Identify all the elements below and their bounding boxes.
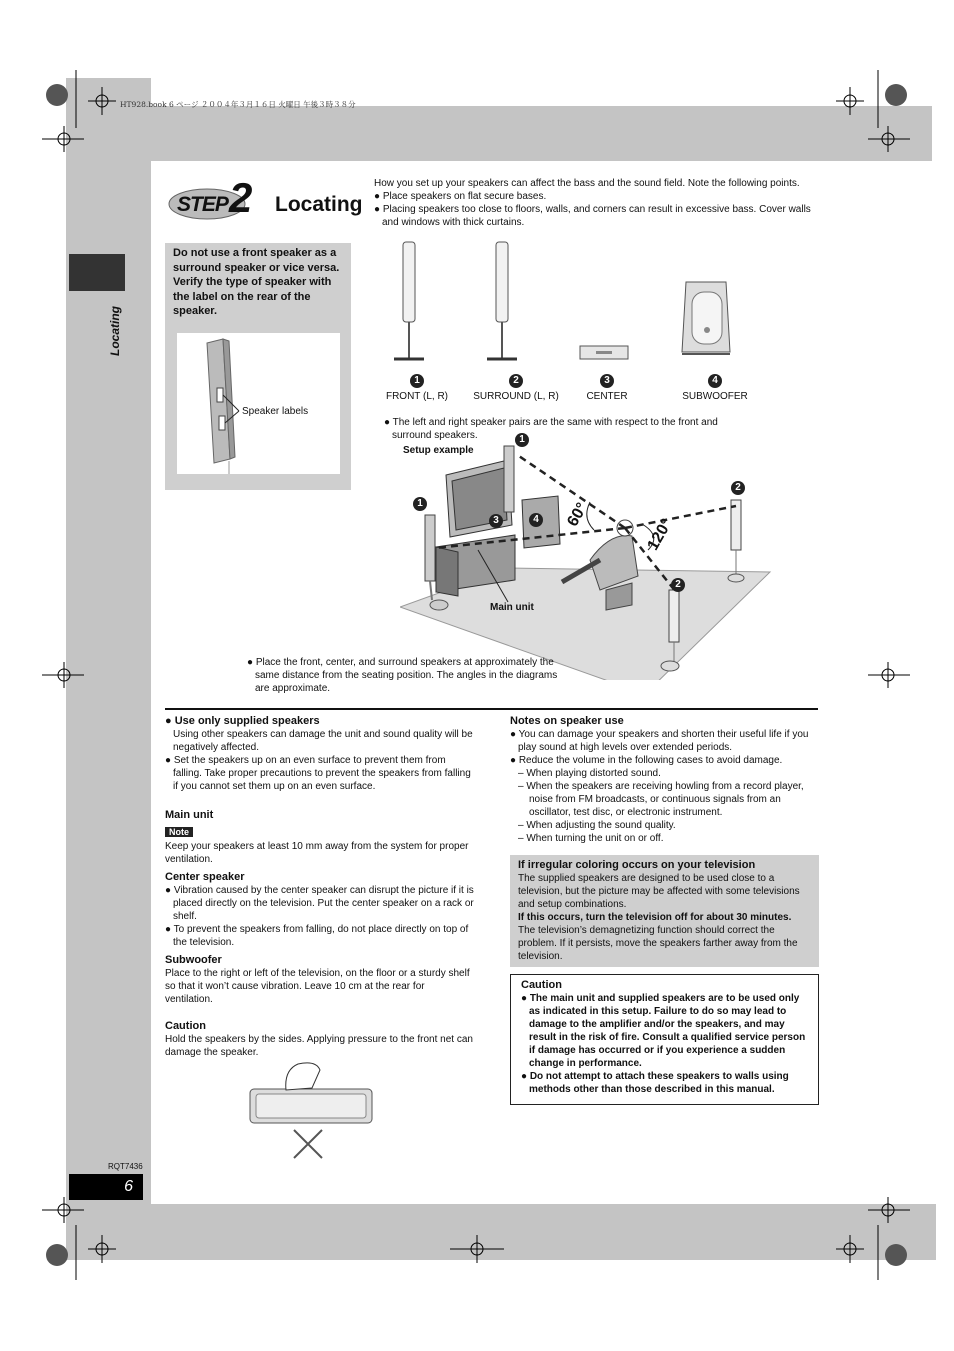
caution-bullet-1-text: The main unit and supplied speakers are to be used only as indicated in this setup. Failure to do so may lead to damage to the amplifier and/or the speakers, and may result in the risk of fire. Consult a qualified service person if damage has occurred or if you experience a sudden change in performance. [529, 993, 806, 1069]
notes-heading: Notes on speaker use [510, 715, 624, 727]
warning-text: Do not use a front speaker as a surround speaker or vice versa. Verify the type of speaker with the label on the rear of the speaker. [173, 247, 340, 318]
even-surface-text: Set the speakers up on an even surface to prevent them from falling. Take proper precautions to prevent the speakers from falling if you cannot set them up on an even surface. [173, 755, 471, 792]
intro-bullet-1: ● Place speakers on flat secure bases. [374, 191, 547, 202]
center-bullet-2-text: To prevent the speakers from falling, do not place directly on top of the television. [173, 924, 469, 948]
intro-bullet-1-text: Place speakers on flat secure bases. [382, 191, 547, 202]
speaker-label-front: FRONT (L, R) [385, 391, 449, 402]
right-caution-heading: Caution [521, 979, 562, 991]
notes-dash-4: – When turning the unit on or off. [518, 833, 664, 844]
pairs-note-text: The left and right speaker pairs are the same with respect to the front and surround speakers. [392, 417, 718, 441]
angle-120-label: 120° [644, 516, 676, 554]
speaker-item-surround [466, 370, 566, 402]
speaker-label-illustration [177, 333, 340, 474]
notes-bullet-2: ● Reduce the volume in the following cases to avoid damage. [510, 755, 783, 766]
caution-bullet-1: ● The main unit and supplied speakers are to be used only as indicated in this setup. Failure to do so may lead to damage to the amplifier and/or the speakers, and may result in the risk of fire. Consult a qualified service person if damage has occurred or if you experience a sudden change in performance. [521, 993, 806, 1069]
setup-title: Setup example [403, 445, 474, 456]
main-unit-heading: Main unit [165, 809, 214, 821]
center-heading: Center speaker [165, 871, 245, 883]
caution-bullet-2-text: Do not attempt to attach these speakers to walls using methods other than those described in this manual. [529, 1071, 789, 1095]
supplied-heading-text: Use only supplied speakers [174, 715, 320, 727]
even-surface-note: ● Set the speakers up on an even surface to prevent them from falling. Take proper precautions to prevent the speakers from falling if you cannot set them up on an even surface. [165, 755, 471, 792]
bottom-band [66, 1204, 936, 1260]
speaker-lineup [380, 238, 800, 368]
tv-text-1: The supplied speakers are designed to be used close to a television, but the picture may be affected with some televisions and setup combinations. [518, 873, 800, 910]
speaker-item-center [577, 370, 637, 402]
notes-dash-2-text: When the speakers are receiving howling from a record player, noise from FM broadcasts, or continuous signals from an oscillator, test disc, or electronic instrument. [526, 781, 804, 818]
surround-speaker-drawing [487, 242, 517, 359]
caution-box [510, 974, 819, 1105]
notes-dash-1-text: When playing distorted sound. [526, 768, 661, 779]
center-bullet-1: ● Vibration caused by the center speaker can disrupt the picture if it is placed directly on the television. Put the center speaker on a rack or shelf. [165, 885, 474, 922]
supplied-text: Using other speakers can damage the unit and sound quality will be negatively affected. [173, 729, 473, 753]
setup-number-3: 3 [489, 514, 503, 528]
speaker-rear-drawing [177, 333, 340, 474]
speaker-item-front [381, 370, 453, 402]
notes-dash-3-text: When adjusting the sound quality. [526, 820, 676, 831]
setup-number-4: 4 [529, 513, 543, 527]
left-caution-text: Hold the speakers by the sides. Applying pressure to the front net can damage the speaker. [165, 1034, 473, 1058]
tv-text-2: The television’s demagnetizing function should correct the problem. If it persists, move the speakers farther away from the television. [518, 925, 798, 962]
notes-bullet-1-text: You can damage your speakers and shorten their useful life if you play sound at high levels over extended periods. [518, 729, 809, 753]
right-column [510, 714, 818, 845]
page-number: 6 [69, 1174, 143, 1200]
setup-number-1-top: 1 [515, 433, 529, 447]
step-number: 2 [229, 174, 253, 221]
placement-note: ● Place the front, center, and surround speakers at approximately the same distance from the seating position. The angles in the diagrams are approximate. [247, 657, 558, 694]
main-unit-label: Main unit [490, 602, 534, 613]
intro-bullet-2-text: Placing speakers too close to floors, walls, and corners can result in excessive bass. Cover walls and windows with thick curtains. [382, 204, 811, 228]
warning-box [165, 243, 351, 490]
tv-coloring-box [510, 855, 819, 967]
setup-number-2-right: 2 [731, 481, 745, 495]
section-tab [69, 254, 125, 291]
subwoofer-text: Place to the right or left of the television, on the floor or a sturdy shelf so that it won’t cause vibration. Leave 10 cm at the rear for ventilation. [165, 968, 470, 1005]
supplied-heading: ● Use only supplied speakers [165, 715, 320, 727]
intro-block [374, 177, 824, 229]
speaker-label-center: CENTER [586, 391, 628, 402]
top-band [66, 106, 932, 161]
number-2-icon: 2 [509, 374, 523, 388]
speaker-label-surround: SURROUND (L, R) [473, 391, 559, 402]
subwoofer-drawing [682, 282, 730, 354]
notes-bullet-2-text: Reduce the volume in the following cases to avoid damage. [518, 755, 783, 766]
hold-speaker-illustration [246, 1060, 376, 1160]
notes-dash-1: – When playing distorted sound. [518, 768, 661, 779]
caution-bullet-2: ● Do not attempt to attach these speakers to walls using methods other than those described in this manual. [521, 1071, 789, 1095]
section-divider [165, 708, 818, 710]
side-tab-label: Locating [108, 306, 122, 356]
main-unit-text: Keep your speakers at least 10 mm away from the system for proper ventilation. [165, 841, 469, 865]
speaker-labels-callout: Speaker labels [242, 406, 309, 417]
center-speaker-drawing [580, 346, 628, 359]
number-3-icon: 3 [600, 374, 614, 388]
notes-dash-3: – When adjusting the sound quality. [518, 820, 676, 831]
pairs-note: ● The left and right speaker pairs are the same with respect to the front and surround speakers. [384, 417, 718, 441]
number-4-icon: 4 [708, 374, 722, 388]
left-caution-heading: Caution [165, 1020, 206, 1032]
center-bullet-2: ● To prevent the speakers from falling, do not place directly on top of the television. [165, 924, 469, 948]
tv-text-bold: If this occurs, turn the television off for about 30 minutes. [518, 912, 792, 923]
center-bullet-1-text: Vibration caused by the center speaker can disrupt the picture if it is placed directly on the television. Put the center speaker on a rack or shelf. [173, 885, 474, 922]
step-badge [167, 174, 263, 222]
left-band [66, 78, 151, 1204]
setup-number-1-left: 1 [413, 497, 427, 511]
step-word: STEP [177, 193, 228, 216]
subwoofer-heading: Subwoofer [165, 954, 222, 966]
intro-bullet-2: ● Placing speakers too close to floors, walls, and corners can result in excessive bass. Cover walls and windows with thick curtains. [374, 204, 811, 228]
setup-number-2-bottom: 2 [671, 578, 685, 592]
tv-heading: If irregular coloring occurs on your television [518, 859, 756, 871]
front-speaker-drawing [394, 242, 424, 359]
setup-diagram [400, 440, 790, 680]
file-stamp: HT928.book 6 ページ ２００４年３月１６日 火曜日 午後３時３８分 [120, 100, 356, 109]
notes-dash-2: – When the speakers are receiving howling from a record player, noise from FM broadcasts, or continuous signals from an oscillator, test disc, or electronic instrument. [518, 781, 804, 818]
speaker-label-subwoofer: SUBWOOFER [682, 391, 748, 402]
speaker-item-subwoofer [677, 370, 753, 402]
number-1-icon: 1 [410, 374, 424, 388]
page-title: Locating [275, 193, 363, 216]
angle-60-label: 60° [564, 500, 592, 530]
document-code: RQT7436 [108, 1162, 143, 1171]
tv-rack-drawing [436, 460, 515, 596]
notes-bullet-1: ● You can damage your speakers and shorten their useful life if you play sound at high levels over extended periods. [510, 729, 809, 753]
intro-lead: How you set up your speakers can affect the bass and the sound field. Note the following points. [374, 178, 800, 189]
note-tag: Note [165, 827, 193, 837]
placement-note-text: Place the front, center, and surround speakers at approximately the same distance from the seating position. The angles in the diagrams are approximate. [255, 657, 558, 694]
left-column [165, 714, 475, 1059]
notes-dash-4-text: When turning the unit on or off. [526, 833, 664, 844]
